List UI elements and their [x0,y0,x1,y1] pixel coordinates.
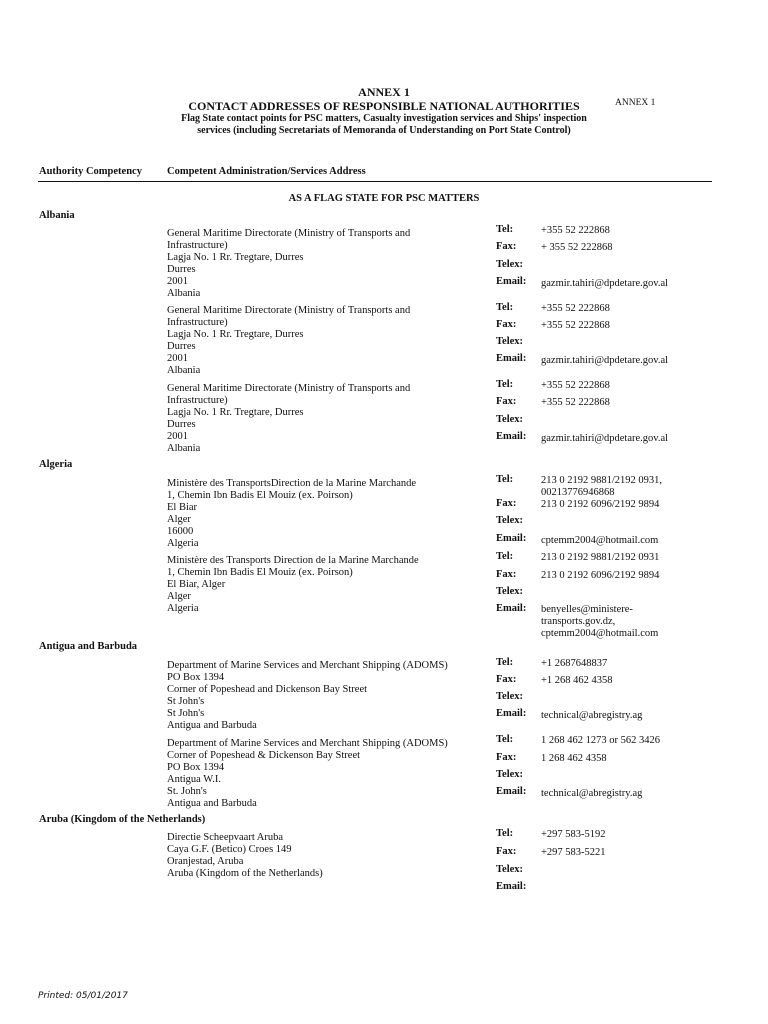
printed-date: Printed: 05/01/2017 [38,991,128,1001]
tel-label: Tel: [496,474,514,485]
tel-value: 213 0 2192 9881/2192 0931, 00213776946868 [541,475,663,498]
tel-label: Tel: [496,828,514,839]
contact-address: Department of Marine Services and Merchant Shipping (ADOMS) Corner of Popeshead & Dickenson Bay Street PO Box 1394 Antigua W.I. St. John's Antigua and Barbuda [167,738,448,809]
annex-side-label: ANNEX 1 [615,98,656,108]
header-divider [38,181,712,182]
contact-address: Department of Marine Services and Merchant Shipping (ADOMS) PO Box 1394 Corner of Popeshead and Dickenson Bay Street St John's St John's Antigua and Barbuda [167,660,448,731]
telex-label: Telex: [496,769,524,780]
telex-label: Telex: [496,864,524,875]
fax-label: Fax: [496,498,517,509]
subtitle-line-2: services (including Secretariats of Memoranda of Understanding on Port State Control) [197,125,571,136]
email-label: Email: [496,431,527,442]
telex-label: Telex: [496,414,524,425]
tel-value: 1 268 462 1273 or 562 3426 [541,735,660,746]
subtitle-line-1: Flag State contact points for PSC matters, Casualty investigation services and Ships' inspection [181,113,587,124]
telex-label: Telex: [496,259,524,270]
tel-label: Tel: [496,224,514,235]
contact-address: Ministère des TransportsDirection de la Marine Marchande 1, Chemin Ibn Badis El Mouiz (ex. Poirson) El Biar Alger 16000 Algeria [167,478,417,549]
tel-value: +355 52 222868 [541,380,610,391]
fax-label: Fax: [496,396,517,407]
country-heading-antigua-and-barbuda: Antigua and Barbuda [39,641,138,652]
tel-label: Tel: [496,379,514,390]
telex-label: Telex: [496,691,524,702]
tel-value: +355 52 222868 [541,303,610,314]
fax-label: Fax: [496,752,517,763]
country-heading-albania: Albania [39,210,75,221]
email-label: Email: [496,786,527,797]
fax-value: + 355 52 222868 [541,242,613,253]
fax-value: 213 0 2192 6096/2192 9894 [541,499,660,510]
email-label: Email: [496,276,527,287]
telex-label: Telex: [496,586,524,597]
fax-label: Fax: [496,241,517,252]
fax-label: Fax: [496,569,517,580]
fax-value: +1 268 462 4358 [541,675,613,686]
email-value: gazmir.tahiri@dpdetare.gov.al [541,278,669,289]
country-heading-algeria: Algeria [39,459,73,470]
email-value: gazmir.tahiri@dpdetare.gov.al [541,355,669,366]
contact-address: Directie Scheepvaart Aruba Caya G.F. (Betico) Croes 149 Oranjestad, Aruba Aruba (Kingdom of the Netherlands) [167,832,323,879]
email-label: Email: [496,353,527,364]
document-title: CONTACT ADDRESSES OF RESPONSIBLE NATIONAL AUTHORITIES [188,99,580,113]
fax-value: +355 52 222868 [541,397,610,408]
email-label: Email: [496,533,527,544]
country-heading-aruba: Aruba (Kingdom of the Netherlands) [39,814,206,825]
column-header-authority: Authority Competency [39,166,142,177]
column-header-address: Competent Administration/Services Address [167,166,366,177]
section-title: AS A FLAG STATE FOR PSC MATTERS [288,193,480,204]
fax-label: Fax: [496,846,517,857]
contact-address: General Maritime Directorate (Ministry of Transports and Infrastructure) Lagja No. 1 Rr. Tregtare, Durres Durres 2001 Albania [167,305,411,376]
tel-value: +297 583-5192 [541,829,606,840]
fax-value: +297 583-5221 [541,847,606,858]
telex-label: Telex: [496,336,524,347]
email-value: technical@abregistry.ag [541,788,643,799]
tel-value: +355 52 222868 [541,225,610,236]
email-label: Email: [496,708,527,719]
tel-label: Tel: [496,551,514,562]
email-value: cptemm2004@hotmail.com [541,535,659,546]
tel-label: Tel: [496,302,514,313]
fax-value: +355 52 222868 [541,320,610,331]
telex-label: Telex: [496,515,524,526]
fax-value: 213 0 2192 6096/2192 9894 [541,570,660,581]
contact-address: General Maritime Directorate (Ministry of Transports and Infrastructure) Lagja No. 1 Rr. Tregtare, Durres Durres 2001 Albania [167,228,411,299]
tel-label: Tel: [496,734,514,745]
contact-address: General Maritime Directorate (Ministry of Transports and Infrastructure) Lagja No. 1 Rr. Tregtare, Durres Durres 2001 Albania [167,383,411,454]
tel-value: 213 0 2192 9881/2192 0931 [541,552,660,563]
contact-address: Ministère des Transports Direction de la Marine Marchande 1, Chemin Ibn Badis El Mouiz (ex. Poirson) El Biar, Alger Alger Algeria [167,555,419,614]
email-value: gazmir.tahiri@dpdetare.gov.al [541,433,669,444]
tel-value: +1 2687648837 [541,658,608,669]
fax-value: 1 268 462 4358 [541,753,607,764]
email-label: Email: [496,603,527,614]
annex-heading: ANNEX 1 [358,85,410,99]
email-value: technical@abregistry.ag [541,710,643,721]
email-label: Email: [496,881,527,892]
fax-label: Fax: [496,319,517,330]
tel-label: Tel: [496,657,514,668]
fax-label: Fax: [496,674,517,685]
email-value: benyelles@ministere- transports.gov.dz, cptemm2004@hotmail.com [541,604,659,639]
